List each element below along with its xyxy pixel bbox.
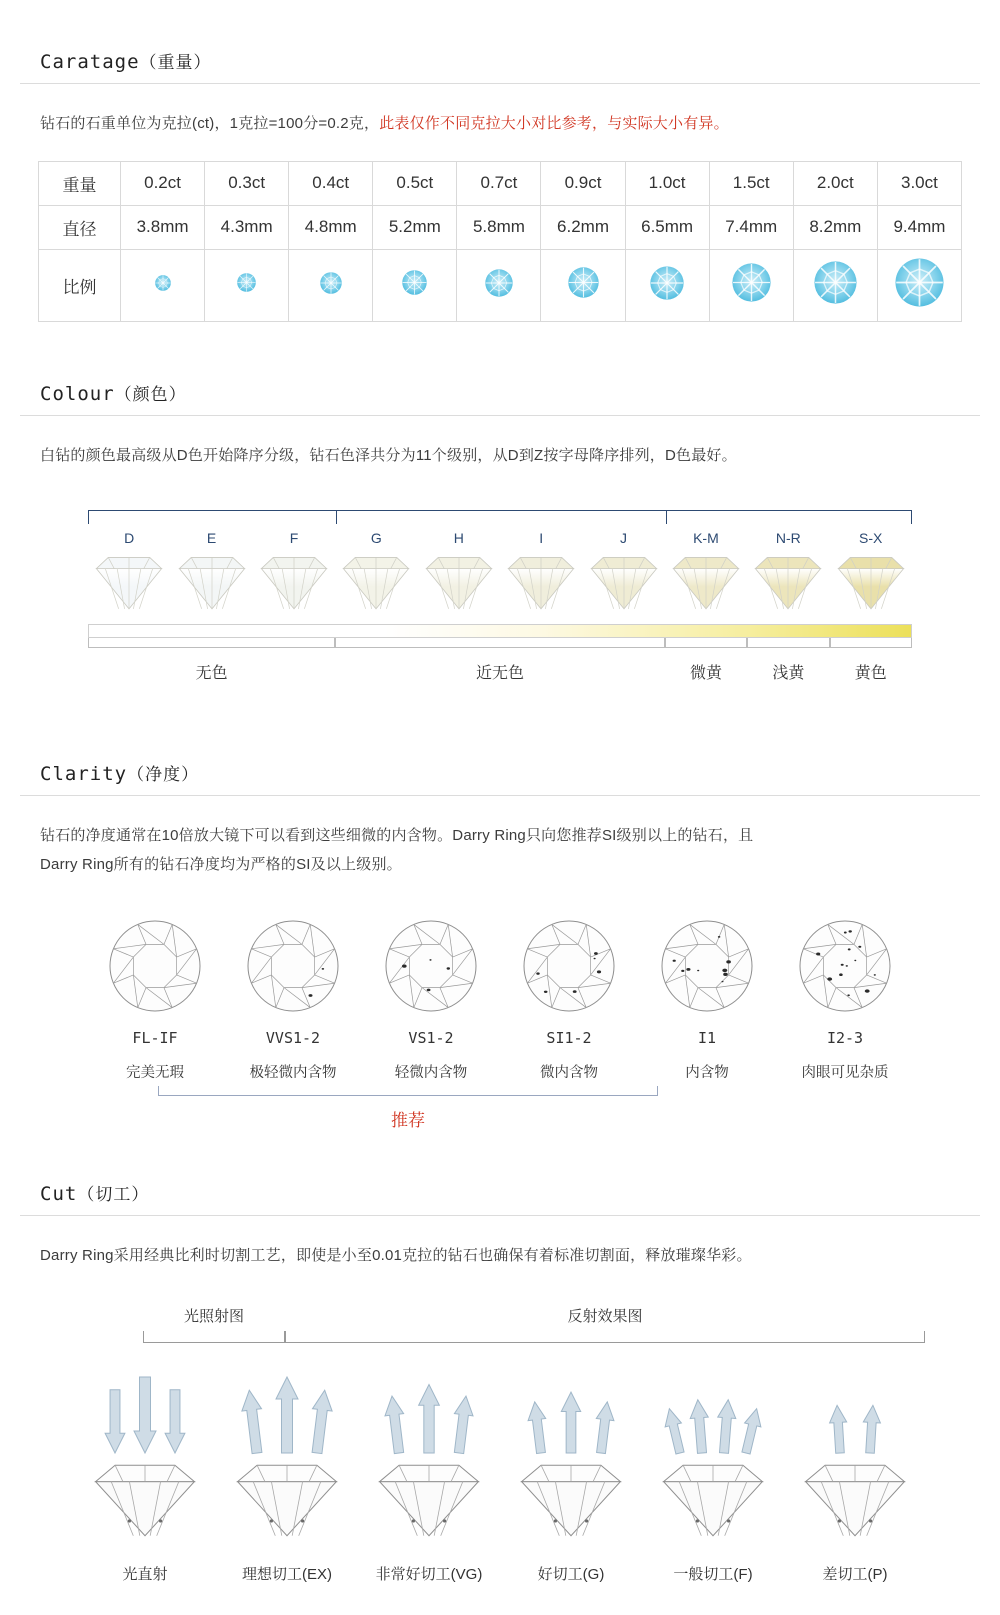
colour-grade-e <box>170 524 252 616</box>
table-cell: 9.4mm <box>877 205 961 249</box>
colour-category-row <box>88 638 912 694</box>
table-cell: 0.5ct <box>373 161 457 205</box>
colour-category-label: 微黄 <box>689 665 722 683</box>
diamond-top-view-icon <box>638 911 776 1021</box>
diamond-side-view-icon <box>665 550 747 616</box>
colour-grade-label: G <box>370 530 382 547</box>
table-cell: 4.3mm <box>205 205 289 249</box>
clarity-item-si1-2 <box>500 911 638 1082</box>
clarity-item-code: I2-3 <box>826 1029 864 1048</box>
diamond-side-view-icon <box>747 550 829 616</box>
clarity-item-code: FL-IF <box>132 1029 178 1048</box>
table-cell-ratio <box>709 249 793 321</box>
diamond-side-view-icon <box>830 550 912 616</box>
colour-intro-text: 白钻的颜色最高级从D色开始降序分级，钻石色泽共分为11个级别，从D到Z按字母降序排列，D色最好。 <box>40 446 737 464</box>
section-title-caratage-en: Caratage <box>40 51 140 73</box>
table-cell: 8.2mm <box>793 205 877 249</box>
colour-grade-label: I <box>539 530 544 547</box>
table-cell: 3.0ct <box>877 161 961 205</box>
colour-category-label: 无色 <box>195 665 228 683</box>
diamond-4c-guide-page <box>0 48 1000 1604</box>
colour-grade-label: J <box>620 530 628 547</box>
table-cell: 1.5ct <box>709 161 793 205</box>
diamond-round-sparkle-icon <box>895 258 944 307</box>
section-clarity <box>0 760 1000 1144</box>
clarity-item-fl-if <box>86 911 224 1082</box>
table-cell: 5.2mm <box>373 205 457 249</box>
diamond-round-sparkle-icon <box>650 266 684 300</box>
clarity-item-desc: 完美无瑕 <box>126 1065 184 1082</box>
colour-category-bracket <box>747 638 829 648</box>
colour-grade-k-m <box>665 524 747 616</box>
section-title-cut-cn: （切工） <box>77 1185 150 1205</box>
colour-grade-i <box>500 524 582 616</box>
cut-item-1 <box>74 1365 216 1584</box>
clarity-item-desc: 内含物 <box>685 1065 729 1082</box>
caratage-intro-text: 钻石的石重单位为克拉(ct)，1克拉=100分=0.2克， <box>40 115 380 132</box>
table-cell-ratio <box>289 249 373 321</box>
light-arrows-icon <box>784 1365 926 1457</box>
colour-grade-label: H <box>453 530 464 547</box>
colour-category-bracket <box>830 638 912 648</box>
table-cell: 6.2mm <box>541 205 625 249</box>
table-cell-ratio <box>205 249 289 321</box>
table-cell: 7.4mm <box>709 205 793 249</box>
cut-item-label: 好切工(G) <box>537 1565 605 1583</box>
colour-grade-list <box>88 524 912 616</box>
cut-item-label: 差切工(P) <box>822 1565 888 1583</box>
table-cell-ratio <box>541 249 625 321</box>
diamond-side-view-icon <box>74 1457 216 1549</box>
colour-grade-label: S-X <box>859 530 883 547</box>
table-cell-ratio <box>121 249 205 321</box>
table-cell-ratio <box>457 249 541 321</box>
table-cell: 0.9ct <box>541 161 625 205</box>
cut-item-3 <box>358 1365 500 1584</box>
cut-item-label: 理想切工(EX) <box>241 1565 332 1583</box>
colour-category-bracket <box>665 638 747 648</box>
cut-item-6 <box>784 1365 926 1584</box>
light-arrows-icon <box>74 1365 216 1457</box>
diamond-top-view-icon <box>224 911 362 1021</box>
colour-grade-label: D <box>124 530 135 547</box>
table-row-ratio <box>39 249 962 321</box>
clarity-intro-line2: Darry Ring所有的钻石净度均为严格的SI及以上级别。 <box>40 855 402 873</box>
table-cell: 6.5mm <box>625 205 709 249</box>
caratage-intro <box>40 110 960 139</box>
cut-bracket-label-left: 光照射图 <box>183 1307 244 1325</box>
diamond-side-view-icon <box>500 550 582 616</box>
diamond-side-view-icon <box>418 550 500 616</box>
colour-grade-h <box>418 524 500 616</box>
table-cell: 0.2ct <box>121 161 205 205</box>
clarity-item-desc: 微内含物 <box>540 1065 598 1082</box>
section-title-cut <box>20 1180 980 1216</box>
diamond-round-sparkle-icon <box>237 273 256 292</box>
light-arrows-icon <box>216 1365 358 1457</box>
clarity-recommend-group <box>75 1086 925 1144</box>
clarity-item-i2-3 <box>776 911 914 1082</box>
colour-gradient-bar <box>88 624 912 638</box>
table-cell: 4.8mm <box>289 205 373 249</box>
light-arrows-icon <box>500 1365 642 1457</box>
caratage-intro-note: 此表仅作不同克拉大小对比参考，与实际大小有异。 <box>379 115 729 132</box>
diamond-top-view-icon <box>86 911 224 1021</box>
table-cell: 5.8mm <box>457 205 541 249</box>
diamond-side-view-icon <box>88 550 170 616</box>
cut-intro-text: Darry Ring采用经典比利时切割工艺，即使是小至0.01克拉的钻石也确保有着标准切割面，释放璀璨华彩。 <box>40 1247 752 1265</box>
diamond-round-sparkle-icon <box>814 261 857 304</box>
cut-bracket-row <box>75 1305 925 1359</box>
section-title-clarity-en: Clarity <box>40 763 128 786</box>
clarity-grade-list <box>0 911 1000 1082</box>
section-title-colour-en: Colour <box>40 382 115 405</box>
row-label-weight: 重量 <box>39 161 121 205</box>
diamond-top-view-icon <box>362 911 500 1021</box>
colour-grade-label: K-M <box>693 530 719 547</box>
colour-grade-n-r <box>747 524 829 616</box>
colour-intro <box>40 442 960 471</box>
diamond-top-view-icon <box>500 911 638 1021</box>
diamond-round-sparkle-icon <box>485 269 513 297</box>
clarity-item-desc: 轻微内含物 <box>394 1065 468 1082</box>
table-cell: 0.4ct <box>289 161 373 205</box>
light-arrows-icon <box>358 1365 500 1457</box>
colour-grade-label: E <box>206 530 217 547</box>
table-cell: 1.0ct <box>625 161 709 205</box>
diamond-round-sparkle-icon <box>320 272 342 294</box>
cut-item-label: 非常好切工(VG) <box>375 1565 483 1583</box>
colour-category-label: 黄色 <box>854 665 887 683</box>
diamond-round-sparkle-icon <box>155 275 171 291</box>
section-title-colour <box>20 380 980 416</box>
caratage-table-wrap <box>38 161 962 322</box>
colour-grade-s-x <box>830 524 912 616</box>
section-colour <box>0 380 1000 721</box>
cut-bracket-left <box>143 1331 285 1343</box>
table-row-diameter <box>39 205 962 249</box>
clarity-item-vvs1-2 <box>224 911 362 1082</box>
colour-category-label: 浅黄 <box>772 665 805 683</box>
table-cell: 2.0ct <box>793 161 877 205</box>
row-label-diameter: 直径 <box>39 205 121 249</box>
section-title-colour-cn: （颜色） <box>114 384 187 404</box>
table-cell: 0.7ct <box>457 161 541 205</box>
diamond-round-sparkle-icon <box>402 270 427 295</box>
table-cell: 3.8mm <box>121 205 205 249</box>
diamond-side-view-icon <box>170 550 252 616</box>
diamond-side-view-icon <box>335 550 417 616</box>
cut-item-5 <box>642 1365 784 1584</box>
clarity-item-code: VS1-2 <box>408 1029 454 1048</box>
cut-item-2 <box>216 1365 358 1584</box>
section-title-clarity <box>20 760 980 796</box>
section-title-cut-en: Cut <box>40 1183 78 1206</box>
clarity-intro-line1: 钻石的净度通常在10倍放大镜下可以看到这些细微的内含物。Darry Ring只向您推荐SI级别以上的钻石，且 <box>40 827 754 845</box>
section-caratage <box>0 48 1000 322</box>
colour-grade-label: N-R <box>775 530 801 547</box>
diamond-side-view-icon <box>358 1457 500 1549</box>
clarity-item-i1 <box>638 911 776 1082</box>
table-cell-ratio <box>373 249 457 321</box>
table-cell-ratio <box>877 249 961 321</box>
diamond-top-view-icon <box>776 911 914 1021</box>
clarity-intro <box>40 822 960 879</box>
cut-item-label: 光直射 <box>122 1565 168 1583</box>
colour-grade-g <box>335 524 417 616</box>
diamond-side-view-icon <box>642 1457 784 1549</box>
colour-group-divider <box>336 511 337 524</box>
caratage-table <box>38 161 962 322</box>
cut-bracket-label-right: 反射效果图 <box>567 1307 643 1325</box>
table-cell: 0.3ct <box>205 161 289 205</box>
table-cell-ratio <box>793 249 877 321</box>
section-title-caratage <box>20 48 980 84</box>
colour-category-bracket <box>88 638 335 648</box>
diamond-side-view-icon <box>784 1457 926 1549</box>
clarity-item-code: I1 <box>697 1029 717 1048</box>
colour-scale-inner <box>88 510 912 616</box>
clarity-item-vs1-2 <box>362 911 500 1082</box>
clarity-item-code: SI1-2 <box>546 1029 592 1048</box>
colour-scale-chart <box>0 510 1000 720</box>
cut-grade-list <box>0 1365 1000 1584</box>
cut-item-label: 一般切工(F) <box>673 1565 753 1583</box>
diamond-round-sparkle-icon <box>568 267 599 298</box>
diamond-side-view-icon <box>253 550 335 616</box>
cut-intro <box>40 1242 960 1271</box>
colour-top-bracket <box>88 510 912 524</box>
clarity-item-code: VVS1-2 <box>265 1029 321 1048</box>
colour-grade-label: F <box>289 530 299 547</box>
colour-category-label: 近无色 <box>475 665 524 683</box>
diamond-side-view-icon <box>582 550 664 616</box>
clarity-item-desc: 极轻微内含物 <box>249 1065 337 1082</box>
clarity-recommend-label: 推荐 <box>391 1111 425 1131</box>
section-title-caratage-cn: （重量） <box>139 53 212 72</box>
table-row-weight <box>39 161 962 205</box>
colour-category-bracket <box>335 638 665 648</box>
colour-group-divider <box>666 511 667 524</box>
table-cell-ratio <box>625 249 709 321</box>
section-title-clarity-cn: （净度） <box>127 765 200 785</box>
light-arrows-icon <box>642 1365 784 1457</box>
cut-item-4 <box>500 1365 642 1584</box>
clarity-recommend-bracket <box>158 1086 658 1096</box>
row-label-ratio: 比例 <box>39 249 121 321</box>
colour-grade-d <box>88 524 170 616</box>
diamond-round-sparkle-icon <box>732 263 771 302</box>
clarity-item-desc: 肉眼可见杂质 <box>801 1065 889 1082</box>
colour-grade-f <box>253 524 335 616</box>
diamond-side-view-icon <box>216 1457 358 1549</box>
section-cut <box>0 1180 1000 1584</box>
colour-grade-j <box>582 524 664 616</box>
diamond-side-view-icon <box>500 1457 642 1549</box>
cut-bracket-right <box>285 1331 925 1343</box>
